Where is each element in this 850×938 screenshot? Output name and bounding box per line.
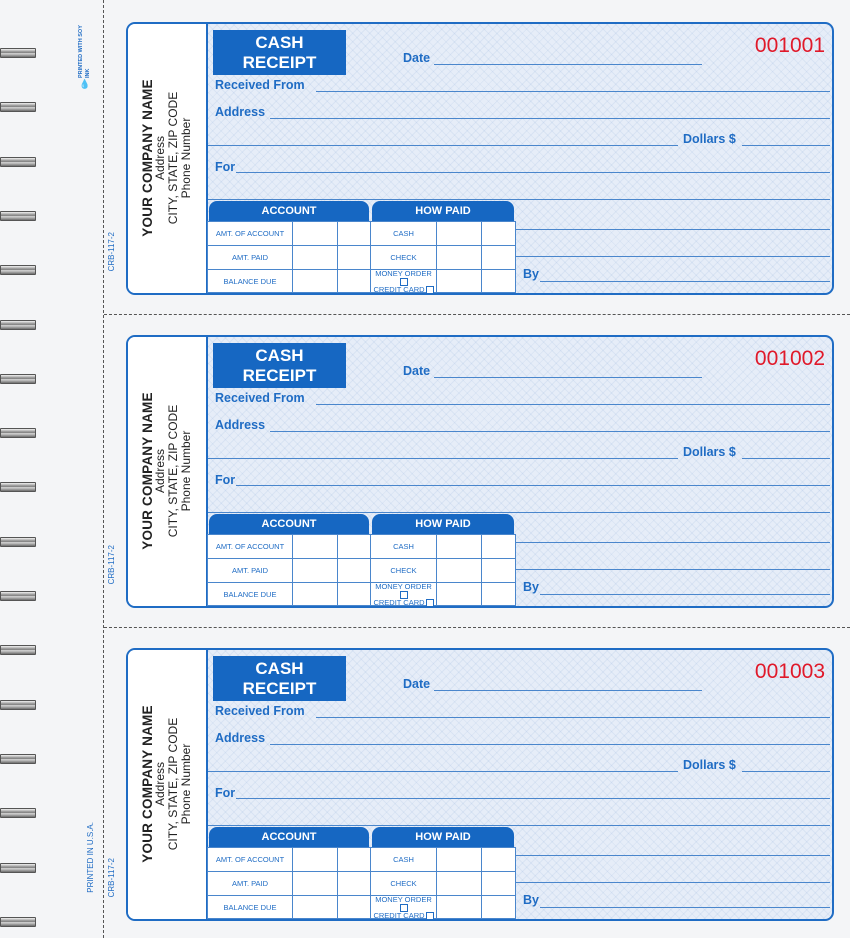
credit-card-option[interactable] [373, 286, 433, 294]
how-paid-amount-cell[interactable] [482, 222, 515, 246]
signature-line[interactable] [540, 907, 830, 908]
account-amount-cell[interactable] [293, 583, 338, 607]
signature-line[interactable] [540, 281, 830, 282]
date-label: Date [403, 51, 431, 65]
spiral-ring [0, 211, 36, 221]
money-order-option[interactable] [371, 896, 436, 912]
how-paid-amount-cell[interactable] [482, 872, 515, 896]
company-panel [128, 24, 208, 293]
amount-line[interactable] [742, 771, 830, 772]
by-label: By [523, 893, 539, 907]
account-table [207, 847, 371, 919]
how-paid-amount-cell[interactable] [437, 583, 482, 607]
account-header: ACCOUNT [209, 514, 369, 534]
account-amount-cell[interactable] [338, 270, 370, 294]
soy-ink-badge [72, 16, 98, 90]
credit-card-option[interactable] [373, 912, 433, 920]
company-city: CITY, STATE, ZIP CODE [166, 91, 180, 225]
title-line-cash: CASH [255, 346, 304, 365]
amount-line[interactable] [208, 458, 678, 459]
spiral-ring [0, 428, 36, 438]
account-row-label: AMT. PAID [208, 559, 293, 583]
notes-line[interactable] [516, 256, 830, 257]
notes-line[interactable] [516, 569, 830, 570]
checkbox-icon[interactable] [426, 286, 434, 294]
account-amount-cell[interactable] [293, 270, 338, 294]
receipt-number: 001002 [754, 347, 825, 370]
form-code: CRB-117-2 [107, 858, 116, 898]
account-amount-cell[interactable] [293, 872, 338, 896]
address-line[interactable] [270, 431, 830, 432]
spiral-ring [0, 374, 36, 384]
title-line-receipt: RECEIPT [242, 679, 317, 698]
soy-drop-icon: 💧 [79, 79, 91, 89]
how-paid-amount-cell[interactable] [437, 246, 482, 270]
for-line[interactable] [236, 485, 830, 486]
spiral-ring [0, 754, 36, 764]
soy-ink-text: PRINTED WITH SOY INK [78, 25, 91, 78]
account-row-label: BALANCE DUE [208, 583, 293, 607]
for-line[interactable] [208, 512, 830, 513]
for-line[interactable] [236, 172, 830, 173]
dollars-label: Dollars $ [683, 445, 736, 459]
how-paid-label: CHECK [371, 559, 437, 583]
how-paid-option-stack [371, 270, 437, 294]
account-amount-cell[interactable] [293, 559, 338, 583]
company-address: Address [153, 448, 167, 494]
address-line[interactable] [270, 118, 830, 119]
how-paid-table [370, 847, 516, 919]
receipt-title [213, 343, 346, 388]
receipt-number: 001001 [754, 34, 825, 57]
account-amount-cell[interactable] [338, 559, 370, 583]
notes-line[interactable] [516, 542, 830, 543]
form-code: CRB-117-2 [107, 545, 116, 585]
company-name: YOUR COMPANY NAME [140, 392, 155, 550]
received-from-line[interactable] [316, 91, 830, 92]
amount-line[interactable] [208, 145, 678, 146]
how-paid-amount-cell[interactable] [437, 222, 482, 246]
company-city: CITY, STATE, ZIP CODE [166, 404, 180, 538]
notes-line[interactable] [516, 229, 830, 230]
how-paid-label: CASH [371, 848, 437, 872]
spiral-ring [0, 320, 36, 330]
address-label: Address [215, 418, 266, 432]
account-amount-cell[interactable] [293, 848, 338, 872]
how-paid-header: HOW PAID [372, 514, 514, 534]
spiral-ring [0, 863, 36, 873]
account-header: ACCOUNT [209, 827, 369, 847]
for-line[interactable] [208, 199, 830, 200]
date-line[interactable] [434, 377, 702, 378]
received-from-line[interactable] [316, 404, 830, 405]
spiral-ring [0, 48, 36, 58]
how-paid-amount-cell[interactable] [482, 246, 515, 270]
account-row-label: BALANCE DUE [208, 896, 293, 920]
how-paid-amount-cell[interactable] [437, 270, 482, 294]
for-label: For [215, 160, 236, 174]
money-order-label: MONEY ORDER [375, 268, 432, 278]
company-panel [128, 337, 208, 606]
title-line-cash: CASH [255, 659, 304, 678]
company-phone: Phone Number [179, 430, 193, 512]
how-paid-amount-cell[interactable] [437, 896, 482, 920]
how-paid-amount-cell[interactable] [482, 535, 515, 559]
account-table [207, 221, 371, 293]
company-block [141, 79, 193, 236]
signature-line[interactable] [540, 594, 830, 595]
company-name: YOUR COMPANY NAME [140, 705, 155, 863]
title-line-cash: CASH [255, 33, 304, 52]
account-row-label: AMT. PAID [208, 246, 293, 270]
how-paid-table [370, 221, 516, 293]
spiral-ring [0, 808, 36, 818]
how-paid-amount-cell[interactable] [482, 583, 515, 607]
account-amount-cell[interactable] [293, 246, 338, 270]
how-paid-amount-cell[interactable] [482, 896, 515, 920]
for-line[interactable] [236, 798, 830, 799]
how-paid-amount-cell[interactable] [482, 270, 515, 294]
money-order-label: MONEY ORDER [375, 894, 432, 904]
spiral-ring [0, 265, 36, 275]
binding-perforation [103, 0, 104, 938]
address-line[interactable] [270, 744, 830, 745]
spiral-ring [0, 537, 36, 547]
received-from-label: Received From [215, 78, 305, 92]
how-paid-option-stack [371, 896, 437, 920]
for-line[interactable] [208, 825, 830, 826]
notes-line[interactable] [516, 855, 830, 856]
title-line-receipt: RECEIPT [242, 53, 317, 72]
money-order-option[interactable] [371, 583, 436, 599]
how-paid-amount-cell[interactable] [437, 872, 482, 896]
how-paid-amount-cell[interactable] [437, 848, 482, 872]
account-amount-cell[interactable] [338, 896, 370, 920]
received-from-line[interactable] [316, 717, 830, 718]
account-row-label: AMT. OF ACCOUNT [208, 848, 293, 872]
spiral-ring [0, 482, 36, 492]
form-code: CRB-117-2 [107, 232, 116, 272]
by-label: By [523, 267, 539, 281]
company-block [141, 392, 193, 549]
printed-in-usa: PRINTED IN U.S.A. [86, 822, 95, 893]
how-paid-header: HOW PAID [372, 827, 514, 847]
account-row-label: AMT. OF ACCOUNT [208, 222, 293, 246]
spiral-ring [0, 700, 36, 710]
credit-card-label: CREDIT CARD [373, 598, 425, 607]
receipt-perforation [104, 627, 850, 628]
how-paid-amount-cell[interactable] [482, 848, 515, 872]
amount-line[interactable] [742, 458, 830, 459]
for-label: For [215, 473, 236, 487]
spiral-ring [0, 645, 36, 655]
address-label: Address [215, 731, 266, 745]
how-paid-amount-cell[interactable] [437, 559, 482, 583]
how-paid-label: CASH [371, 535, 437, 559]
how-paid-header: HOW PAID [372, 201, 514, 221]
checkbox-icon[interactable] [426, 912, 434, 920]
account-amount-cell[interactable] [338, 222, 370, 246]
company-address: Address [153, 761, 167, 807]
account-row-label: BALANCE DUE [208, 270, 293, 294]
receipt-title [213, 656, 346, 701]
account-amount-cell[interactable] [338, 583, 370, 607]
account-amount-cell[interactable] [293, 222, 338, 246]
spiral-ring [0, 591, 36, 601]
cash-receipt [126, 22, 834, 295]
how-paid-label: CHECK [371, 246, 437, 270]
spiral-ring [0, 102, 36, 112]
how-paid-table [370, 534, 516, 606]
account-amount-cell[interactable] [338, 872, 370, 896]
how-paid-option-stack [371, 583, 437, 607]
how-paid-label: CASH [371, 222, 437, 246]
spiral-binding [0, 0, 40, 938]
title-line-receipt: RECEIPT [242, 366, 317, 385]
checkbox-icon[interactable] [426, 599, 434, 607]
amount-line[interactable] [208, 771, 678, 772]
date-line[interactable] [434, 64, 702, 65]
date-line[interactable] [434, 690, 702, 691]
credit-card-label: CREDIT CARD [373, 285, 425, 294]
received-from-label: Received From [215, 391, 305, 405]
date-label: Date [403, 677, 431, 691]
spiral-ring [0, 157, 36, 167]
address-label: Address [215, 105, 266, 119]
company-address: Address [153, 135, 167, 181]
receipt-title [213, 30, 346, 75]
account-table [207, 534, 371, 606]
amount-line[interactable] [742, 145, 830, 146]
spiral-ring [0, 917, 36, 927]
account-amount-cell[interactable] [338, 246, 370, 270]
dollars-label: Dollars $ [683, 132, 736, 146]
credit-card-label: CREDIT CARD [373, 911, 425, 920]
by-label: By [523, 580, 539, 594]
account-amount-cell[interactable] [338, 535, 370, 559]
how-paid-amount-cell[interactable] [437, 535, 482, 559]
for-label: For [215, 786, 236, 800]
company-phone: Phone Number [179, 117, 193, 199]
account-amount-cell[interactable] [293, 896, 338, 920]
received-from-label: Received From [215, 704, 305, 718]
receipt-perforation [104, 314, 850, 315]
how-paid-amount-cell[interactable] [482, 559, 515, 583]
money-order-option[interactable] [371, 270, 436, 286]
account-amount-cell[interactable] [338, 848, 370, 872]
dollars-label: Dollars $ [683, 758, 736, 772]
date-label: Date [403, 364, 431, 378]
company-phone: Phone Number [179, 743, 193, 825]
notes-line[interactable] [516, 882, 830, 883]
company-block [141, 705, 193, 862]
receipt-number: 001003 [754, 660, 825, 683]
account-amount-cell[interactable] [293, 535, 338, 559]
cash-receipt [126, 648, 834, 921]
company-city: CITY, STATE, ZIP CODE [166, 717, 180, 851]
account-row-label: AMT. PAID [208, 872, 293, 896]
money-order-label: MONEY ORDER [375, 581, 432, 591]
cash-receipt [126, 335, 834, 608]
company-name: YOUR COMPANY NAME [140, 79, 155, 237]
account-header: ACCOUNT [209, 201, 369, 221]
account-row-label: AMT. OF ACCOUNT [208, 535, 293, 559]
company-panel [128, 650, 208, 919]
credit-card-option[interactable] [373, 599, 433, 607]
how-paid-label: CHECK [371, 872, 437, 896]
